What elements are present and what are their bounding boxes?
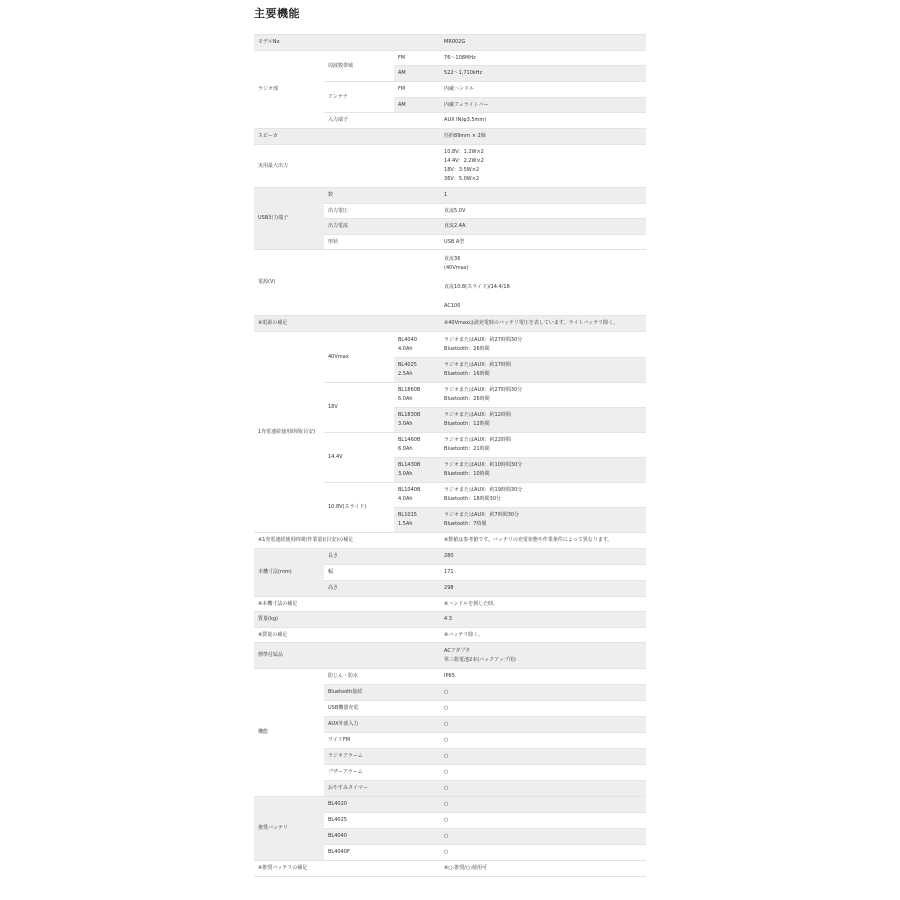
row-value <box>440 458 646 483</box>
value-text: ラジオまたはAUX：約22時間 Bluetooth：21時間 <box>444 437 511 452</box>
sub-label: FM <box>394 51 440 66</box>
row-label: USB出力端子 <box>254 188 324 250</box>
sub-label: 形状 <box>324 235 440 250</box>
row-value: MR002G <box>440 35 646 51</box>
table-row <box>254 188 646 204</box>
row-label: ※1充電連続使用時間(作業量)(目安)の補足 <box>254 533 440 549</box>
table-row <box>254 129 646 145</box>
row-label: 標準付属品 <box>254 643 440 669</box>
sub-label: Bluetooth接続 <box>324 685 440 701</box>
sub-label: アンテナ <box>324 82 394 113</box>
spec-table <box>254 34 646 877</box>
table-row <box>254 669 646 685</box>
sub-label: 14.4V <box>324 433 394 483</box>
battery-text: BL4040 4.0Ah <box>398 336 417 352</box>
table-row <box>254 643 646 669</box>
row-value: IP65 <box>440 669 646 685</box>
row-value: 内蔵フェライトバー <box>440 98 646 113</box>
table-row <box>254 612 646 628</box>
sub-label: USB機器充電 <box>324 701 440 717</box>
value-text: ACアダプタ 単三乾電池2本(バックアップ用) <box>444 647 516 663</box>
battery-cell <box>394 408 440 433</box>
sub-label: 高さ <box>324 581 440 597</box>
row-value <box>440 250 646 316</box>
row-label: 機能 <box>254 669 324 797</box>
battery-text: BL1860B 6.0Ah <box>398 387 421 402</box>
row-value: ○ <box>440 749 646 765</box>
sub-label: 出力電流 <box>324 219 440 235</box>
row-value: ○ <box>440 781 646 797</box>
row-label: 質量(kg) <box>254 612 440 628</box>
row-label: 電源(V) <box>254 250 440 316</box>
battery-cell <box>394 358 440 383</box>
row-label: ※推奨バッテリの補足 <box>254 861 440 877</box>
value-text: ラジオまたはAUX：約17時間 Bluetooth：16時間 <box>444 362 511 377</box>
row-value: ○ <box>440 813 646 829</box>
sub-label: 18V <box>324 383 394 433</box>
row-value: 76〜108MHz <box>440 51 646 66</box>
sub-label: AUX外部入力 <box>324 717 440 733</box>
row-value <box>440 408 646 433</box>
battery-cell <box>394 433 440 458</box>
battery-text: BL1460B 6.0Ah <box>398 437 421 452</box>
row-value: ○ <box>440 845 646 861</box>
row-value: ※ハンドルを倒した時。 <box>440 597 646 612</box>
sub-label: FM <box>394 82 440 98</box>
row-value: ※40Vmaxは満充電時のバッテリ電圧を表しています。ライトバッテリ除く。 <box>440 316 646 332</box>
sub-label: おやすみタイマー <box>324 781 440 797</box>
table-row <box>254 628 646 643</box>
value-text: AC100 <box>444 302 461 309</box>
row-value: ○ <box>440 797 646 813</box>
row-label: モデルNo <box>254 35 440 51</box>
row-value: ○ <box>440 765 646 781</box>
row-value <box>440 508 646 533</box>
value-text: 直流36 (40Vmax) <box>444 255 469 271</box>
sub-label: 数 <box>324 188 440 204</box>
sub-label: BL4040 <box>324 829 440 845</box>
battery-cell <box>394 332 440 358</box>
row-value <box>440 358 646 383</box>
row-value: 1 <box>440 188 646 204</box>
row-label: スピーカ <box>254 129 440 145</box>
row-value <box>440 643 646 669</box>
battery-cell <box>394 458 440 483</box>
sub-label: AM <box>394 98 440 113</box>
row-label: ラジオ部 <box>254 51 324 129</box>
table-row <box>254 797 646 813</box>
sub-label: 出力電圧 <box>324 204 440 219</box>
row-value: 径約89mm × 2個 <box>440 129 646 145</box>
row-value <box>440 145 646 188</box>
row-label: 本機寸法(mm) <box>254 549 324 597</box>
value-text: ラジオまたはAUX：約27時間30分 Bluetooth：26時間 <box>444 387 523 402</box>
value-text: ラジオまたはAUX：約10時間30分 Bluetooth：10時間 <box>444 462 523 477</box>
table-row <box>254 51 646 66</box>
table-row <box>254 316 646 332</box>
battery-text: BL1430B 3.0Ah <box>398 462 421 477</box>
sub-label: 周波数帯域 <box>324 51 394 82</box>
row-value <box>440 332 646 358</box>
table-row <box>254 250 646 316</box>
table-row <box>254 145 646 188</box>
value-text: ラジオまたはAUX：約27時間30分 Bluetooth：26時間 <box>444 336 523 352</box>
table-row <box>254 549 646 565</box>
row-value: 直流5.0V <box>440 204 646 219</box>
value-text: ラジオまたはAUX：約12時間 Bluetooth：12時間 <box>444 412 511 427</box>
row-label: ※質量の補足 <box>254 628 440 643</box>
table-row <box>254 861 646 877</box>
sub-label: BL4020 <box>324 797 440 813</box>
value-text: ラジオまたはAUX：約7時間30分 Bluetooth：7時間 <box>444 512 520 527</box>
battery-cell <box>394 483 440 508</box>
row-value: ○ <box>440 717 646 733</box>
battery-cell <box>394 383 440 408</box>
sub-label: ワイドFM <box>324 733 440 749</box>
page-title: 主要機能 <box>254 7 300 20</box>
sub-label: 10.8V(スライド) <box>324 483 394 533</box>
row-value: USB A型 <box>440 235 646 250</box>
value-text: 直流10.8(スライド)/14.4/18 <box>444 283 510 290</box>
battery-text: BL4025 2.5Ah <box>398 362 417 377</box>
battery-text: BL1830B 3.0Ah <box>398 412 421 427</box>
row-value: ○ <box>440 829 646 845</box>
row-value: 直流2.4A <box>440 219 646 235</box>
sub-label: BL4025 <box>324 813 440 829</box>
row-value: ○ <box>440 733 646 749</box>
row-value: 内蔵ハンドル <box>440 82 646 98</box>
table-row <box>254 533 646 549</box>
sub-label: BL4040F <box>324 845 440 861</box>
sub-label: 入力端子 <box>324 113 440 129</box>
row-value <box>440 433 646 458</box>
sub-label: ラジオアラーム <box>324 749 440 765</box>
row-value: ※バッテリ除く。 <box>440 628 646 643</box>
table-row <box>254 597 646 612</box>
sub-label: 長さ <box>324 549 440 565</box>
row-value: 280 <box>440 549 646 565</box>
row-label: 1充電連続使用時間(目安) <box>254 332 324 533</box>
table-row <box>254 332 646 358</box>
battery-cell <box>394 508 440 533</box>
row-value: AUX IN(φ3.5mm) <box>440 113 646 129</box>
sub-label: 防じん・防水 <box>324 669 440 685</box>
sub-label: 幅 <box>324 565 440 581</box>
row-value: ※数値は参考値です。バッテリの充電状態や作業条件によって異なります。 <box>440 533 646 549</box>
row-value: ○ <box>440 685 646 701</box>
value-text: 10.8V：1.2W×2 14.4V：2.2W×2 18V：3.5W×2 36V：5.0W×2 <box>444 149 484 182</box>
row-value: 4.3 <box>440 612 646 628</box>
table-row <box>254 35 646 51</box>
row-value: ※○:推奨/○:使用可 <box>440 861 646 877</box>
row-label: ※本機寸法の補足 <box>254 597 440 612</box>
battery-text: BL1040B 4.0Ah <box>398 487 421 502</box>
row-label: 推奨バッテリ <box>254 797 324 861</box>
row-label: 実用最大出力 <box>254 145 440 188</box>
row-value: 171 <box>440 565 646 581</box>
row-value: 522〜1,710kHz <box>440 66 646 82</box>
row-label: ※電源の補足 <box>254 316 440 332</box>
row-value: 298 <box>440 581 646 597</box>
row-value <box>440 483 646 508</box>
row-value <box>440 383 646 408</box>
row-value: ○ <box>440 701 646 717</box>
sub-label: 40Vmax <box>324 332 394 383</box>
battery-text: BL1015 1.5Ah <box>398 512 417 527</box>
value-text: ラジオまたはAUX：約19時間30分 Bluetooth：18時間30分 <box>444 487 523 502</box>
sub-label: ブザーアラーム <box>324 765 440 781</box>
sub-label: AM <box>394 66 440 82</box>
